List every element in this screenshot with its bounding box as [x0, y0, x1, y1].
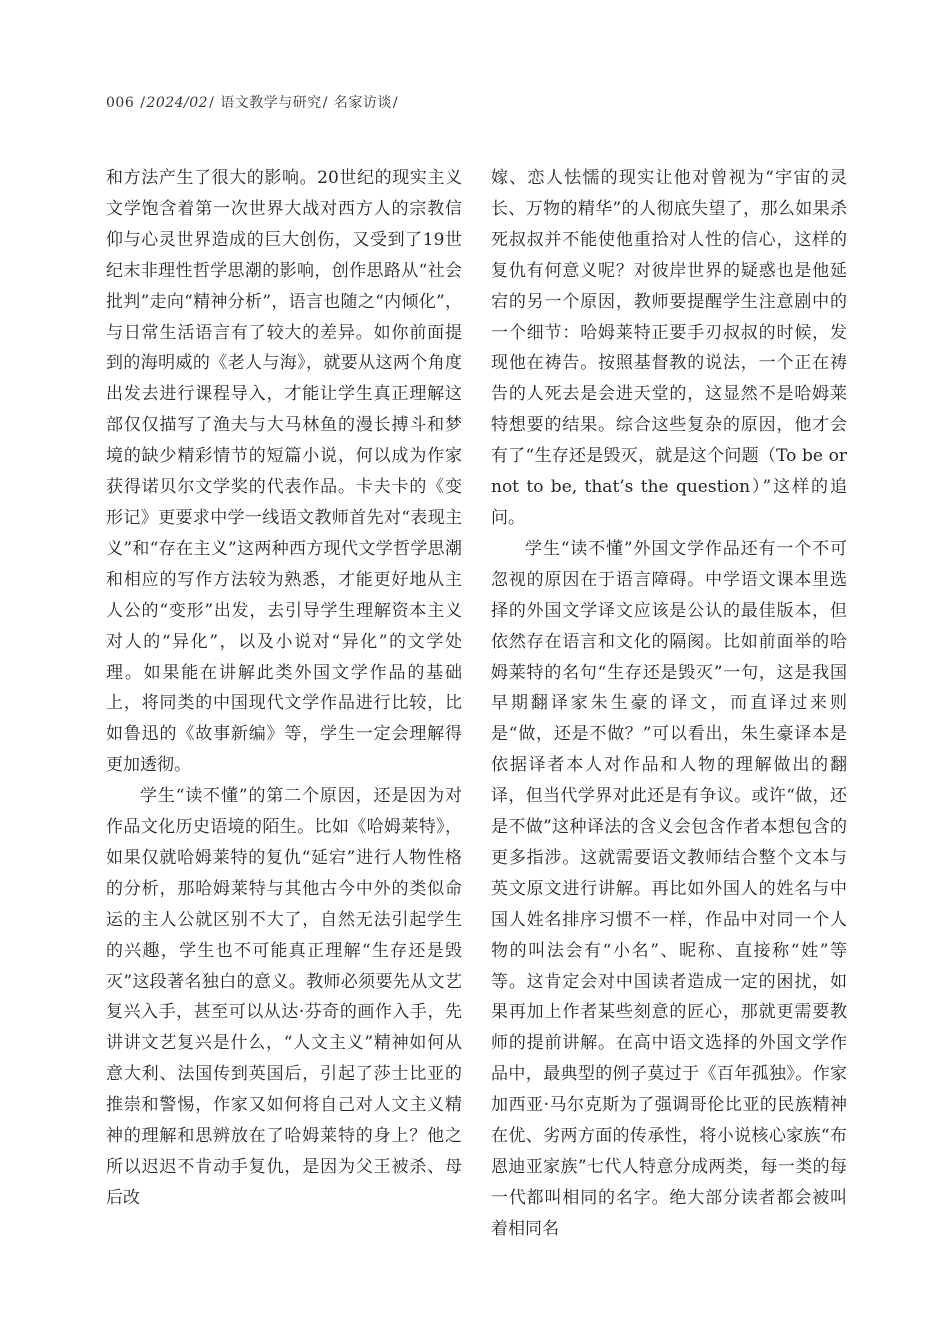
left-column [106, 163, 462, 1214]
issue-number: 2024/02 [146, 95, 209, 111]
journal-name: 语文教学与研究 [220, 95, 322, 111]
right-column [491, 163, 847, 1245]
header-separator: / [140, 95, 146, 111]
header-separator: / [322, 95, 328, 111]
paragraph: 学生“读不懂”外国文学作品还有一个不可忽视的原因在于语言障碍。中学语文课本里选择的外国文学译文应该是公认的最佳版本，但依然存在语言和文化的隔阂。比如前面举的哈姆莱特的名句“生存还是毁灭”一句，这是我国早期翻译家朱生豪的译文，而直译过来则是“做，还是不做？”可以看出，朱生豪译本是依据译者本人对作品和人物的理解做出的翻译，但当代学界对此还是有争议。或许“做，还是不做”这种译法的含义会包含作者本想包含的更多指涉。这就需要语文教师结合整个文本与英文原文进行讲解。再比如外国人的姓名与中国人姓名排序习惯不一样，作品中对同一个人物的叫法会有“小名”、昵称、直接称“姓”等等。这肯定会对中国读者造成一定的困扰，如果再加上作者某些刻意的匠心，那就更需要教师的提前讲解。在高中语文选择的外国文学作品中，最典型的例子莫过于《百年孤独》。作家加西亚·马尔克斯为了强调哥伦比亚的民族精神在优、劣两方面的传承性，将小说核心家族“布恩迪亚家族”七代人特意分成两类，每一类的每一代都叫相同的名字。绝大部分读者都会被叫着相同名 [491, 538, 847, 1239]
page-number: 006 [106, 95, 135, 111]
paragraph-continued: 嫁、恋人怯懦的现实让他对曾视为“宇宙的灵长、万物的精华”的人彻底失望了，那么如果杀死叔叔并不能使他重拾对人性的信心，这样的复仇有何意义呢？对彼岸世界的疑惑也是他延宕的另一个原因，教师要提醒学生注意剧中的一个细节：哈姆莱特正要手刃叔叔的时候，发现他在祷告。按照基督教的说法，一个正在祷告的人死去是会进天堂的，这显然不是哈姆莱特想要的结果。综合这些复杂的原因，他才会有了“生存还是毁灭，就是这个问题（To be or not to be, that’s the question）”这样的追问。 [491, 168, 847, 528]
paragraph-continued: 和方法产生了很大的影响。20世纪的现实主义文学饱含着第一次世界大战对西方人的宗教信仰与心灵世界造成的巨大创伤，又受到了19世纪末非理性哲学思潮的影响，创作思路从“社会批判”走向“精神分析”，语言也随之“内倾化”，与日常生活语言有了较大的差异。如你前面提到的海明威的《老人与海》，就要从这两个角度出发去进行课程导入，才能让学生真正理解这部仅仅描写了渔夫与大马林鱼的漫长搏斗和梦境的缺少精彩情节的短篇小说，何以成为作家获得诺贝尔文学奖的代表作品。卡夫卡的《变形记》更要求中学一线语文教师首先对“表现主义”和“存在主义”这两种西方现代文学哲学思潮和相应的写作方法较为熟悉，才能更好地从主人公的“变形”出发，去引导学生理解资本主义对人的“异化”，以及小说对“异化”的文学处理。如果能在讲解此类外国文学作品的基础上，将同类的中国现代文学作品进行比较，比如鲁迅的《故事新编》等，学生一定会理解得更加透彻。 [106, 168, 462, 776]
running-header [106, 92, 399, 112]
paragraph: 学生“读不懂”的第二个原因，还是因为对作品文化历史语境的陌生。比如《哈姆莱特》，如果仅就哈姆莱特的复仇“延宕”进行人物性格的分析，那哈姆莱特与其他古今中外的类似命运的主人公就区别不大了，自然无法引起学生的兴趣，学生也不可能真正理解“生存还是毁灭”这段著名独白的意义。教师必须要先从文艺复兴入手，甚至可以从达·芬奇的画作入手，先讲讲文艺复兴是什么，“人文主义”精神如何从意大利、法国传到英国后，引起了莎士比亚的推崇和警惕，作家又如何将自己对人文主义精神的理解和思辨放在了哈姆莱特的身上？他之所以迟迟不肯动手复仇，是因为父王被杀、母后改 [106, 786, 462, 1208]
header-separator: / [209, 95, 215, 111]
section-name: 名家访谈 [333, 95, 392, 111]
header-separator: / [392, 95, 399, 111]
